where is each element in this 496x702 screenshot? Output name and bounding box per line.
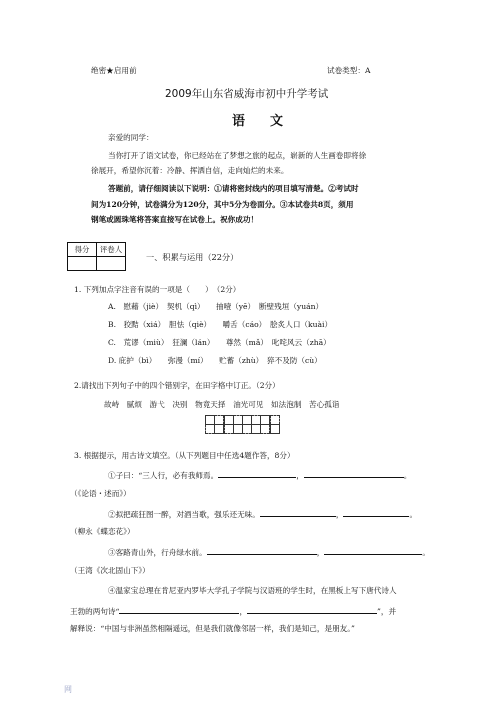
instruction-line: 钢笔或圆珠笔将答案直接写在试卷上。祝你成功！ [91,215,259,224]
instruction-line: 答题前，请仔细阅读以下说明：①请将密封线内的项目填写清楚。②考试时 [108,184,359,193]
question-2-stem: 2.请找出下列句子中的四个错别字，在田字格中订正。（2分） [74,381,280,390]
option-d: D. 庇护（bì） 弥漫（mí） 贮蓄（zhù） 猝不及防（cù） [108,356,322,365]
poem-prompt-4-line1: ④温家宝总理在肯尼亚内罗毕大学孔子学院与汉语班的学生时，在黑板上写下唐代诗人 [108,586,397,595]
grader-cell[interactable] [97,257,126,271]
poem-source-3: （王湾《次北固山下》） [70,566,150,575]
answer-blank[interactable] [324,546,422,555]
question-1-stem: 1. 下列加点字注音有误的一项是（ ） （2分） [74,285,241,294]
option-a: A. 慰藉（jiè） 契机（qì） 抽噎（yē） 断壁残垣（yuán） [108,302,324,311]
poem-prompt-1: ①子曰：“三人行，必有我师焉。 ， 。 [108,471,412,480]
correction-grid[interactable] [206,416,280,434]
confidential-mark: 绝密★启用前 [91,66,137,75]
answer-blank[interactable] [119,605,239,614]
question-2-words: 故峙 腻烦 游弋 决别 物竟天择 油光可见 如法泡制 苦心孤诣 [104,400,340,409]
answer-blank[interactable] [247,605,377,614]
section-heading: 一、积累与运用（22分） [146,252,239,262]
poem-prompt-2-text: ②拟把疏狂图一醉，对酒当歌，强乐还无味。 [108,510,260,519]
poem-prompt-4-line3: 解释说：“中国与非洲虽然相隔遥远，但是我们就像邻居一样，我们是知己，是朋友。” [70,624,355,633]
poem-prompt-3: ③客路青山外，行舟绿水前。 ， 。 [108,548,430,557]
answer-blank[interactable] [260,508,336,517]
subject-title: 语 文 [232,114,290,129]
paper-type: 试卷类型：A [327,66,371,75]
poem-prompt-1-text: ①子曰：“三人行，必有我师焉。 [108,471,219,480]
poem-prompt-4-end: ”，并 [377,607,397,616]
score-header: 得分 [68,243,97,257]
answer-blank[interactable] [218,469,296,478]
poem-prompt-3-text: ③客路青山外，行舟绿水前。 [108,548,207,557]
intro-line: 徐展开，希望你沉着：冷静、挥洒自信，走向灿烂的未来。 [91,166,289,175]
intro-line: 当你打开了语文试卷，你已经站在了梦想之旅的起点，崭新的人生画卷即将徐 [108,151,367,160]
exam-title: 2009年山东省威海市初中升学考试 [165,88,329,100]
option-c: C. 荒谬（miù） 狂澜（lán） 尊然（mǎ） 叱咤风云（zhā） [108,338,331,347]
score-table [67,242,126,271]
poem-prompt-4-text: 王勃的两句诗“ [70,607,120,616]
answer-blank[interactable] [207,546,317,555]
greeting: 亲爱的同学： [108,133,154,142]
poem-prompt-2: ②拟把疏狂图一醉，对酒当歌，强乐还无味。 ， 。 [108,510,418,519]
poem-prompt-4-line2: 王勃的两句诗“ ， ”，并 [70,607,397,616]
answer-blank[interactable] [343,508,409,517]
instruction-line: 间为120分钟，试卷满分为120分，其中5分为卷面分。③本试卷共8页，须用 [91,200,354,209]
score-cell[interactable] [68,257,97,271]
answer-blank[interactable] [304,469,404,478]
grader-header: 评卷人 [97,243,126,257]
question-3-stem: 3. 根据提示，用古诗文填空。（从下列题目中任选4题作答，8分） [74,451,295,460]
option-b: B. 狡黠（xiá） 胆怯（qiè） 嚼舌（cáo） 脍炙人口（kuài） [108,320,333,329]
watermark-text: 网 [64,685,72,694]
poem-source-1: （《论语・述而》） [70,489,131,498]
poem-source-2: （柳永《蝶恋花》） [70,527,135,536]
